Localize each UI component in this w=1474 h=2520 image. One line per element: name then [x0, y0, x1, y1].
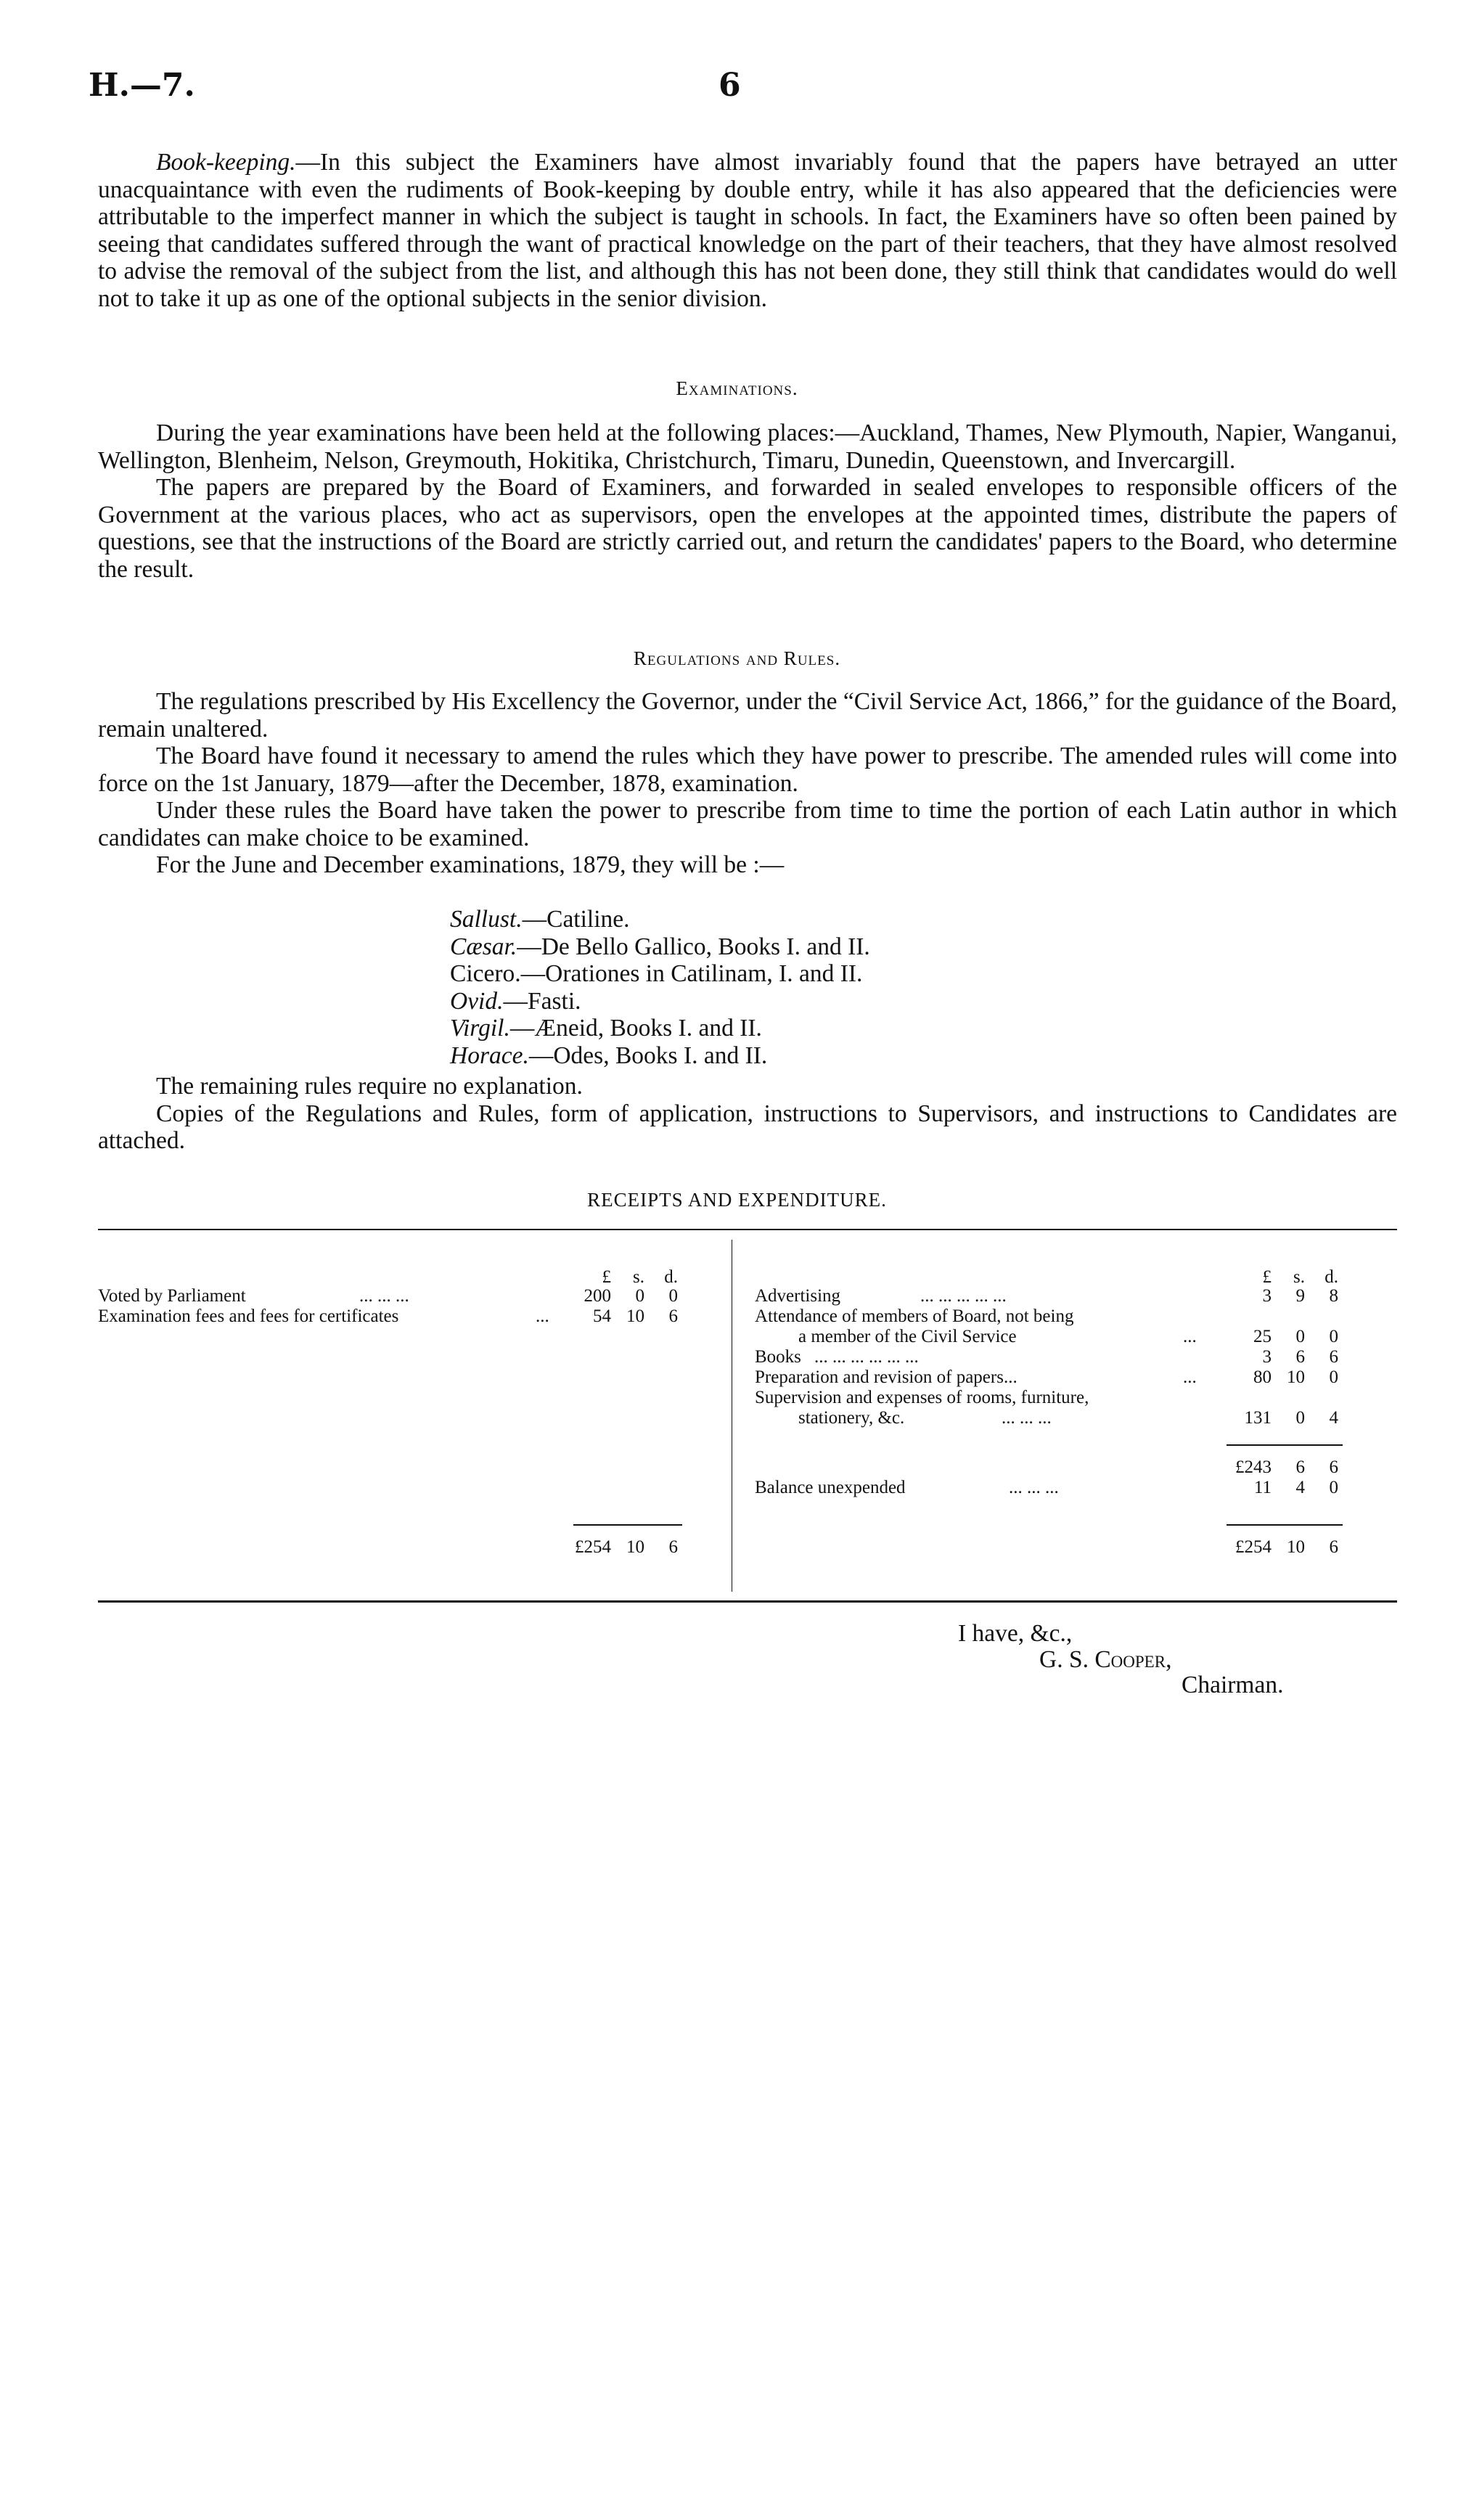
- balance-pounds: 11: [1253, 1478, 1272, 1497]
- author-entry: [450, 1042, 870, 1070]
- right-total-rule: [1227, 1524, 1343, 1526]
- expenditure-row-label: Preparation and revision of papers...: [755, 1367, 1018, 1387]
- expenditure-row-shillings: 0: [1295, 1408, 1305, 1428]
- receipt-row-pounds: 54: [593, 1306, 611, 1326]
- left-total-pence: 6: [668, 1537, 678, 1557]
- regulations-closing: [98, 1073, 1397, 1155]
- right-shillings-head: s.: [1293, 1267, 1305, 1287]
- expenditure-row-pounds: 25: [1253, 1327, 1272, 1346]
- receipt-row-shillings: 0: [635, 1286, 644, 1306]
- bookkeeping-text: —In this subject the Examiners have almost invariably found that the papers have betrayed an utter unacquaintance with even the rudiments of Book-keeping by double entry, while it has also appeared that the deficiencies were attributable to the imperfect manner in which the subject is taught in schools. In fact, the Examiners have so often been pained by seeing that candidates suffered through the want of practical knowledge on the part of their teachers, that they have almost resolved to advise the removal of the subject from the list, and although this has not been done, they still think that candidates would do well not to take it up as one of the optional subjects in the senior division.: [98, 149, 1397, 312]
- left-total-pounds: £254: [575, 1537, 611, 1557]
- expenditure-row-pence: 4: [1329, 1408, 1338, 1428]
- regulations-paragraph-6: Copies of the Regulations and Rules, form of application, instructions to Supervisors, and instructions to Candidates are attached.: [98, 1100, 1397, 1154]
- expenditure-row-shillings: 9: [1295, 1286, 1305, 1306]
- author-work: —Orationes in Catilinam, I. and II.: [520, 960, 863, 987]
- examinations-paragraph-2: The papers are prepared by the Board of Examiners, and forwarded in sealed envelopes to responsible officers of the Government at the various places, who act as supervisors, open the envelopes at the appointed times, distribute the papers of questions, see that the instructions of the Board are strictly carried out, and return the candidates' papers to the Board, who determine the result.: [98, 474, 1397, 583]
- bookkeeping-paragraph: [98, 149, 1397, 312]
- receipt-row-dots: ... ... ...: [359, 1286, 409, 1306]
- table-bottom-rule: [98, 1600, 1397, 1603]
- expenditure-row-dots: ...: [1183, 1327, 1197, 1346]
- receipt-row-label: Voted by Parliament: [98, 1286, 246, 1306]
- expenditure-row-dots: ... ... ... ... ...: [920, 1286, 1007, 1306]
- receipt-row-dots: ...: [536, 1306, 549, 1326]
- left-total-rule: [573, 1524, 682, 1526]
- receipt-row-pence: 6: [668, 1306, 678, 1326]
- examinations-heading: Examinations.: [676, 377, 798, 399]
- left-pounds-head: £: [602, 1267, 611, 1287]
- expenditure-row-dots: ... ... ...: [1002, 1408, 1052, 1428]
- author-work: —Odes, Books I. and II.: [528, 1042, 768, 1069]
- author-work: —Fasti.: [503, 987, 581, 1015]
- author-entry: [450, 1015, 870, 1042]
- expenditure-row-pence: 0: [1329, 1367, 1338, 1387]
- expenditure-row-pounds: 80: [1253, 1367, 1272, 1387]
- author-work: —De Bello Gallico, Books I. and II.: [517, 933, 870, 960]
- author-entry: [450, 960, 870, 988]
- bookkeeping-section: [98, 149, 1397, 312]
- right-subtotal-rule: [1227, 1444, 1343, 1446]
- receipt-row-pounds: 200: [584, 1286, 611, 1306]
- expenditure-row-pounds: 131: [1244, 1408, 1272, 1428]
- regulations-paragraph-1: The regulations prescribed by His Excellency the Governor, under the “Civil Service Act, 1866,” for the guidance of the Board, remain unaltered.: [98, 688, 1397, 742]
- receipt-row-pence: 0: [668, 1286, 678, 1306]
- regulations-section: [98, 688, 1397, 879]
- author-entry: [450, 933, 870, 961]
- left-pence-head: d.: [664, 1267, 678, 1287]
- examinations-section: [98, 420, 1397, 583]
- right-pounds-head: £: [1262, 1267, 1272, 1287]
- bookkeeping-lead: Book-keeping.: [156, 149, 296, 176]
- author-entry: [450, 988, 870, 1015]
- expenditure-row-label-cont: stationery, &c.: [798, 1408, 905, 1428]
- author-name: Ovid.: [450, 987, 504, 1015]
- document-code: H.—7.: [89, 67, 195, 104]
- signatory-name: G. S. Cooper,: [1039, 1646, 1172, 1673]
- expenditure-row-label: Attendance of members of Board, not being: [755, 1306, 1074, 1326]
- latin-authors-list: [450, 906, 870, 1069]
- expenditure-row-dots: ... ... ... ... ... ...: [814, 1347, 919, 1367]
- receipt-row-label: Examination fees and fees for certificates: [98, 1306, 399, 1326]
- author-name: Virgil.: [450, 1015, 510, 1042]
- right-subtotal-shillings: 6: [1295, 1457, 1305, 1477]
- expenditure-row-label-cont: a member of the Civil Service: [798, 1327, 1017, 1346]
- balance-pence: 0: [1329, 1478, 1338, 1497]
- author-name: Cæsar.: [450, 933, 517, 960]
- regulations-paragraph-4: For the June and December examinations, 1879, they will be :—: [156, 851, 785, 878]
- author-work: —Catiline.: [522, 906, 630, 933]
- receipt-row-shillings: 10: [626, 1306, 644, 1326]
- closing-phrase: I have, &c.,: [958, 1620, 1073, 1647]
- right-total-pence: 6: [1329, 1537, 1338, 1557]
- author-entry: [450, 906, 870, 933]
- expenditure-row-pounds: 3: [1262, 1347, 1272, 1367]
- examinations-paragraph-1: During the year examinations have been held at the following places:—Auckland, Thames, New Plymouth, Napier, Wanganui, Wellington, Blenheim, Nelson, Greymouth, Hokitika, Christchurch, Timaru, Dunedin, Queenstown, and Invercargill.: [98, 420, 1397, 474]
- right-total-pounds: £254: [1235, 1537, 1272, 1557]
- right-pence-head: d.: [1324, 1267, 1338, 1287]
- page-number: 6: [718, 67, 741, 104]
- regulations-paragraph-3: Under these rules the Board have taken the power to prescribe from time to time the portion of each Latin author in which candidates can make choice to be examined.: [98, 797, 1397, 851]
- table-top-rule: [98, 1229, 1397, 1230]
- expenditure-row-shillings: 0: [1295, 1327, 1305, 1346]
- regulations-heading: Regulations and Rules.: [633, 647, 841, 669]
- expenditure-row-label: Advertising: [755, 1286, 841, 1306]
- receipts-heading: RECEIPTS AND EXPENDITURE.: [587, 1189, 887, 1211]
- author-name: Horace.: [450, 1042, 529, 1069]
- regulations-paragraph-5: The remaining rules require no explanation.: [156, 1073, 583, 1100]
- author-name: Cicero.: [450, 960, 521, 987]
- signatory-title: Chairman.: [1182, 1672, 1284, 1698]
- author-work: —Æneid, Books I. and II.: [509, 1015, 762, 1042]
- expenditure-row-pence: 8: [1329, 1286, 1338, 1306]
- balance-label: Balance unexpended: [755, 1478, 906, 1497]
- right-subtotal-pence: 6: [1329, 1457, 1338, 1477]
- expenditure-row-pence: 0: [1329, 1327, 1338, 1346]
- expenditure-row-label: Books: [755, 1347, 801, 1367]
- right-subtotal-pounds: £243: [1235, 1457, 1272, 1477]
- expenditure-row-dots: ...: [1183, 1367, 1197, 1387]
- expenditure-row-shillings: 10: [1287, 1367, 1305, 1387]
- expenditure-row-shillings: 6: [1295, 1347, 1305, 1367]
- right-total-shillings: 10: [1287, 1537, 1305, 1557]
- expenditure-row-label: Supervision and expenses of rooms, furniture,: [755, 1388, 1089, 1407]
- left-total-shillings: 10: [626, 1537, 644, 1557]
- author-name: Sallust.: [450, 906, 523, 933]
- expenditure-row-pence: 6: [1329, 1347, 1338, 1367]
- regulations-paragraph-2: The Board have found it necessary to amend the rules which they have power to prescribe. The amended rules will come into force on the 1st January, 1879—after the December, 1878, examination.: [98, 742, 1397, 797]
- expenditure-row-pounds: 3: [1262, 1286, 1272, 1306]
- balance-dots: ... ... ...: [1009, 1478, 1059, 1497]
- balance-shillings: 4: [1295, 1478, 1305, 1497]
- left-shillings-head: s.: [633, 1267, 644, 1287]
